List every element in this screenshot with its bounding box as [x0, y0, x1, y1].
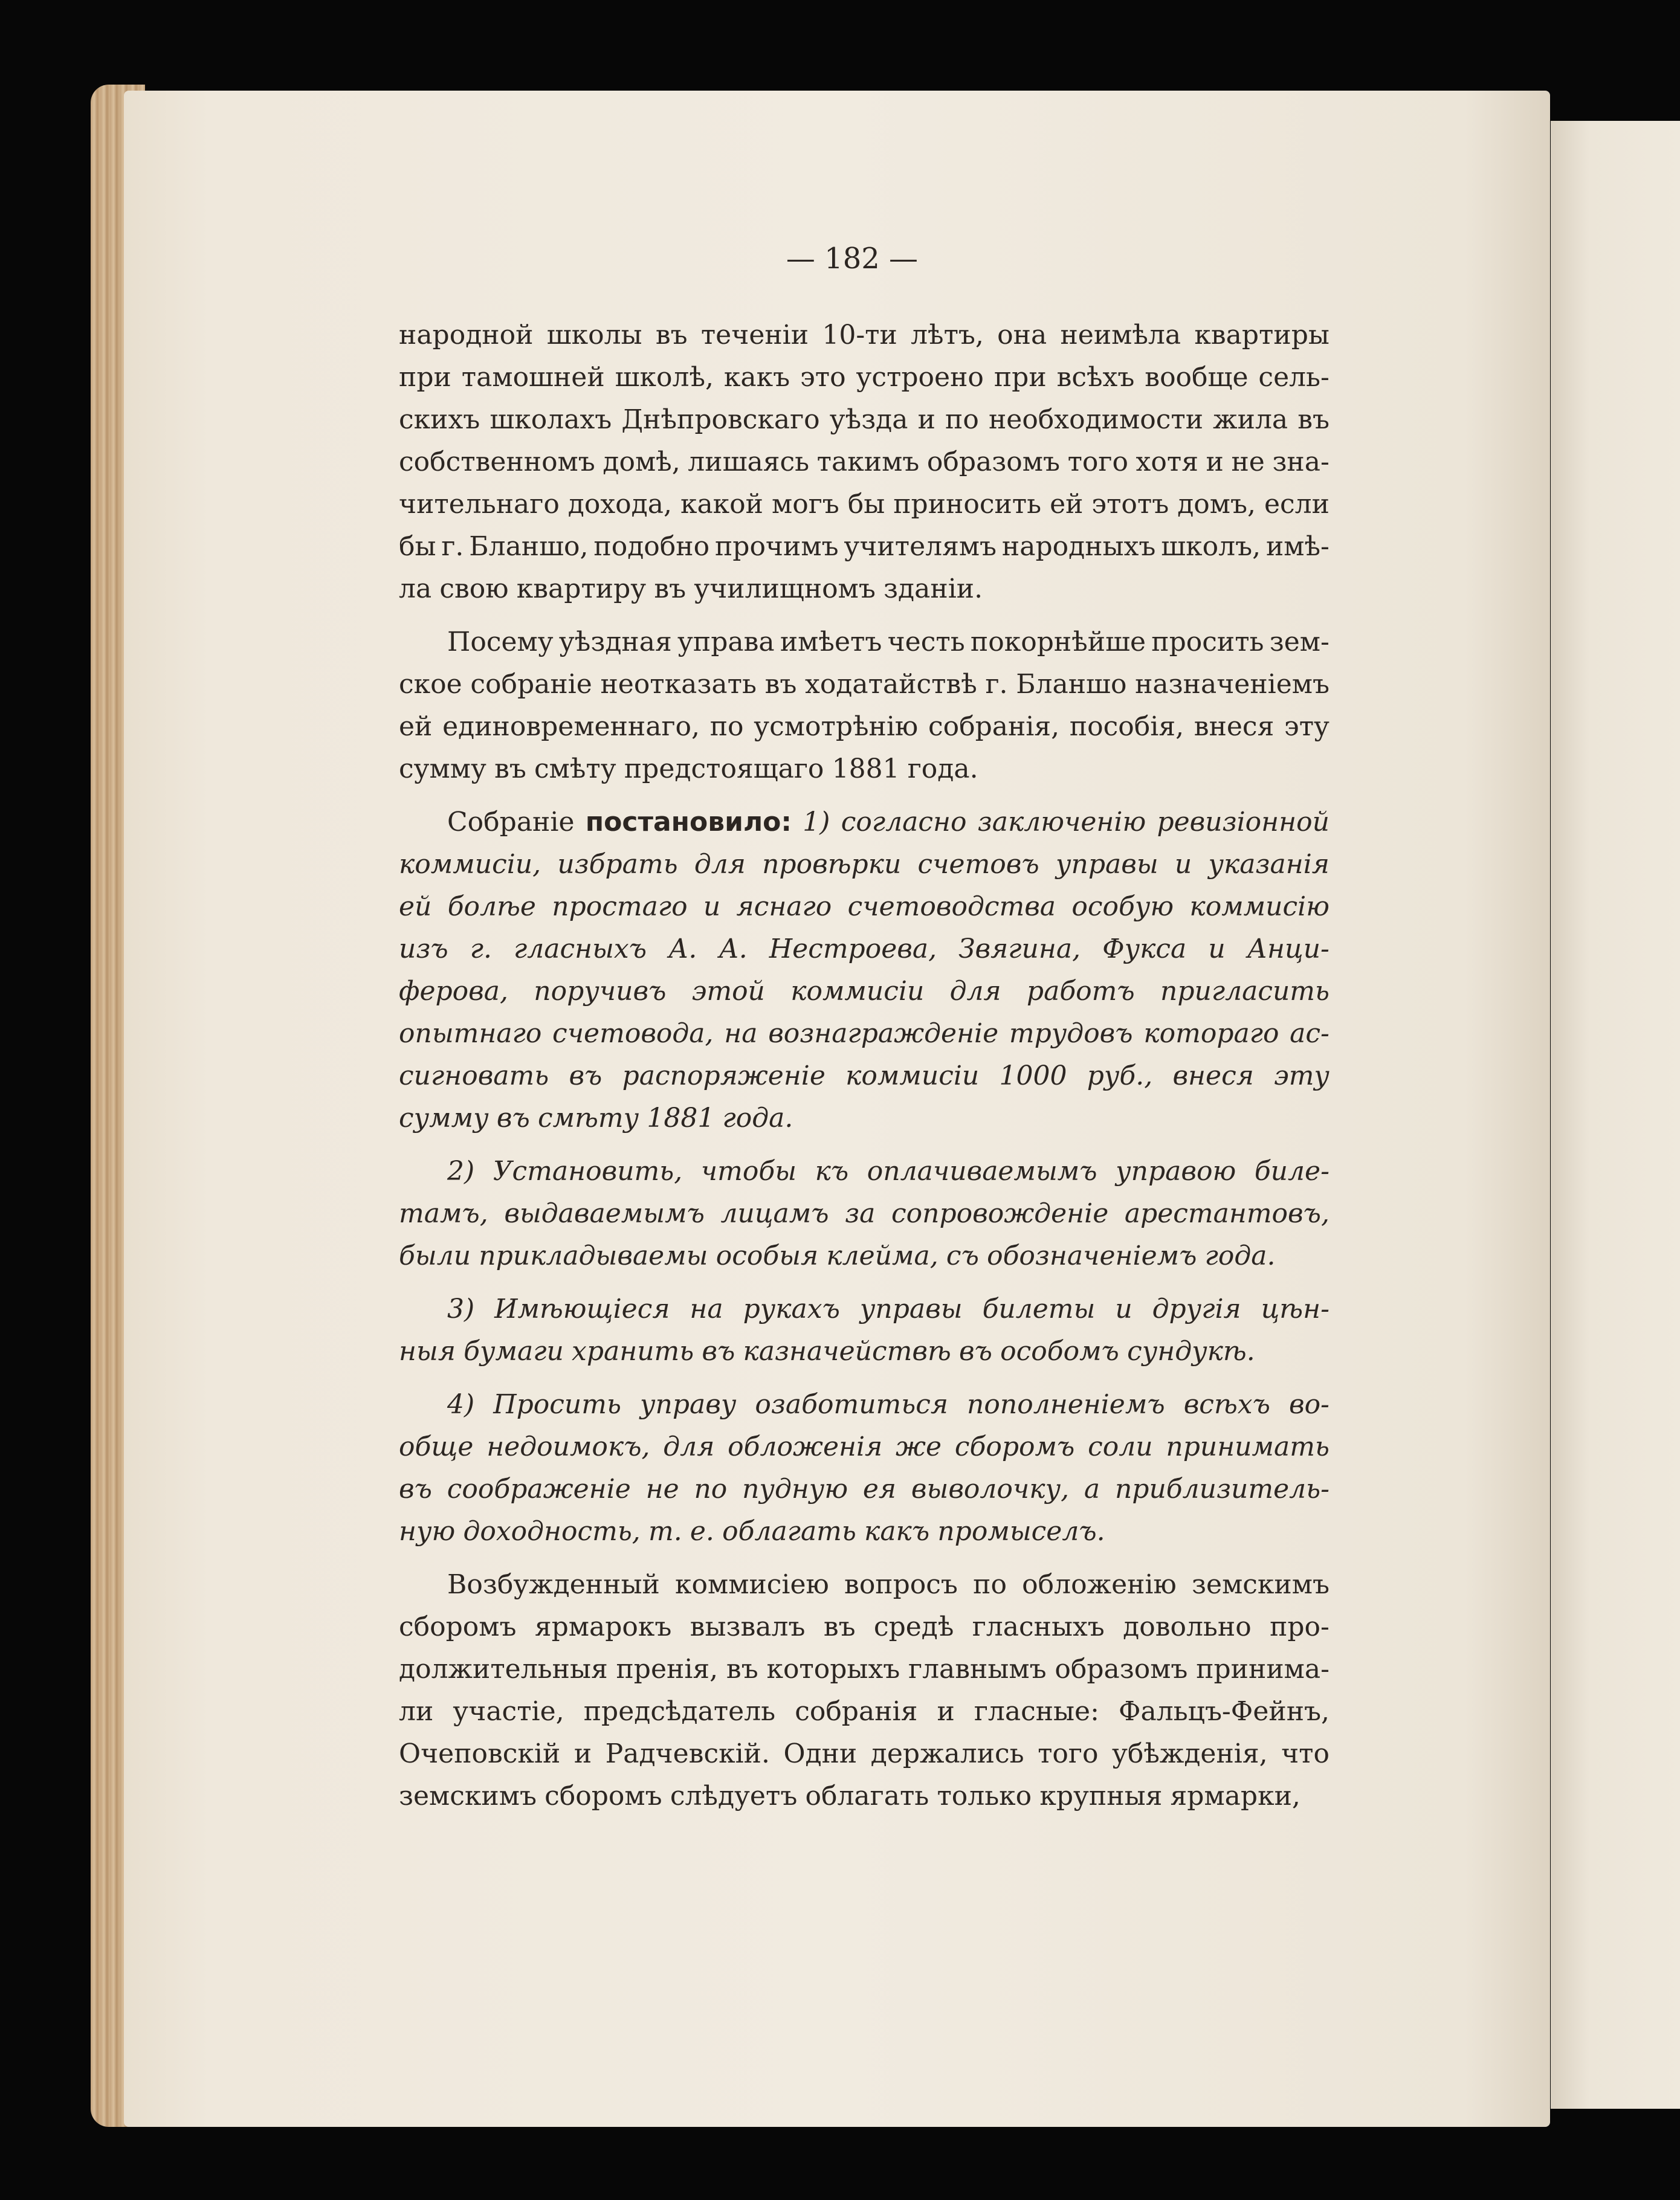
text-line: были прикладываемы особыя клейма, съ обозначеніемъ года.: [399, 1240, 1276, 1271]
text-line: въ соображеніе не по пудную ея выволочку, а приблизитель-: [399, 1474, 1329, 1505]
text-line: сигновать въ распоряженіе коммисіи 1000 руб., внеся эту: [399, 1060, 1329, 1091]
text-line: изъ г. гласныхъ А. А. Нестроева, Звягина, Фукса и Анци-: [399, 934, 1329, 964]
adjacent-page: [1551, 121, 1680, 2109]
text-line: ферова, поручивъ этой коммисіи для работъ пригласить: [399, 976, 1329, 1007]
page-number: — 182 —: [786, 242, 919, 276]
lead-word: Собраніе: [447, 807, 575, 837]
text-line: должительныя пренія, въ которыхъ главнымъ образомъ принима-: [399, 1654, 1329, 1685]
paragraph: [399, 1288, 1329, 1373]
text-line: обще недоимокъ, для обложенія же сборомъ соли принимать: [399, 1431, 1329, 1462]
text-line: Посему уѣздная управа имѣетъ честь покорнѣйше просить зем-: [447, 627, 1329, 657]
text-line: земскимъ сборомъ слѣдуетъ облагать только крупныя ярмарки,: [399, 1781, 1300, 1811]
paragraph: [399, 1150, 1329, 1277]
text-line: 3) Имѣющіеся на рукахъ управы билеты и другія цѣн-: [447, 1294, 1329, 1324]
text-line: бы г. Бланшо, подобно прочимъ учителямъ народныхъ школъ, имѣ-: [399, 531, 1329, 562]
text-line: 4) Просить управу озаботиться пополненіемъ всѣхъ во-: [447, 1389, 1329, 1420]
text-line: опытнаго счетовода, на вознагражденіе трудовъ котораго ас-: [399, 1018, 1329, 1049]
text-line: ныя бумаги хранить въ казначействѣ въ особомъ сундукѣ.: [399, 1336, 1255, 1367]
text-line: при тамошней школѣ, какъ это устроено при всѣхъ вообще сель-: [399, 362, 1329, 393]
paragraph: [399, 1384, 1329, 1553]
text-line: тамъ, выдаваемымъ лицамъ за сопровожденіе арестантовъ,: [399, 1198, 1329, 1229]
text-line: коммисіи, избрать для провѣрки счетовъ управы и указанія: [399, 849, 1329, 880]
text-line: ское собраніе неотказать въ ходатайствѣ г. Бланшо назначеніемъ: [399, 669, 1329, 700]
text-line: ли участіе, предсѣдатель собранія и гласные: Фальцъ-Фейнъ,: [399, 1696, 1329, 1727]
text-line: ла свою квартиру въ училищномъ зданіи.: [399, 573, 983, 604]
paragraph: [399, 314, 1329, 610]
text-line: сборомъ ярмарокъ вызвалъ въ средѣ гласныхъ довольно про-: [399, 1611, 1329, 1642]
paragraph: [399, 801, 1329, 1140]
text-line: народной школы въ теченіи 10-ти лѣтъ, она неимѣла квартиры: [399, 320, 1329, 350]
text-line: Собраніе постановило: 1) согласно заключенію ревизіонной: [399, 801, 1329, 844]
text-line: 2) Установить, чтобы къ оплачиваемымъ управою биле-: [447, 1156, 1329, 1187]
text-line: скихъ школахъ Днѣпровскаго уѣзда и по необходимости жила въ: [399, 404, 1329, 435]
text-line: сумму въ смѣту 1881 года.: [399, 1103, 793, 1134]
paragraph: [399, 1564, 1329, 1818]
text-line: ей болѣе простаго и яснаго счетоводства особую коммисію: [399, 891, 1329, 922]
text-line: Очеповскій и Радчевскій. Одни держались того убѣжденія, что: [399, 1738, 1329, 1769]
text-line: Возбужденный коммисіею вопросъ по обложенію земскимъ: [447, 1569, 1329, 1600]
text-line: сумму въ смѣту предстоящаго 1881 года.: [399, 753, 978, 784]
page-text: [399, 314, 1329, 1818]
text-line: чительнаго дохода, какой могъ бы приносить ей этотъ домъ, если: [399, 489, 1329, 520]
text-line: ную доходность, т. е. облагать какъ промыселъ.: [399, 1516, 1105, 1547]
paragraph: [399, 621, 1329, 790]
resolution-keyword: постановило:: [585, 807, 792, 837]
text-line: собственномъ домѣ, лишаясь такимъ образомъ того хотя и не зна-: [399, 447, 1329, 477]
text-line: ей единовременнаго, по усмотрѣнію собранія, пособія, внеся эту: [399, 711, 1329, 742]
